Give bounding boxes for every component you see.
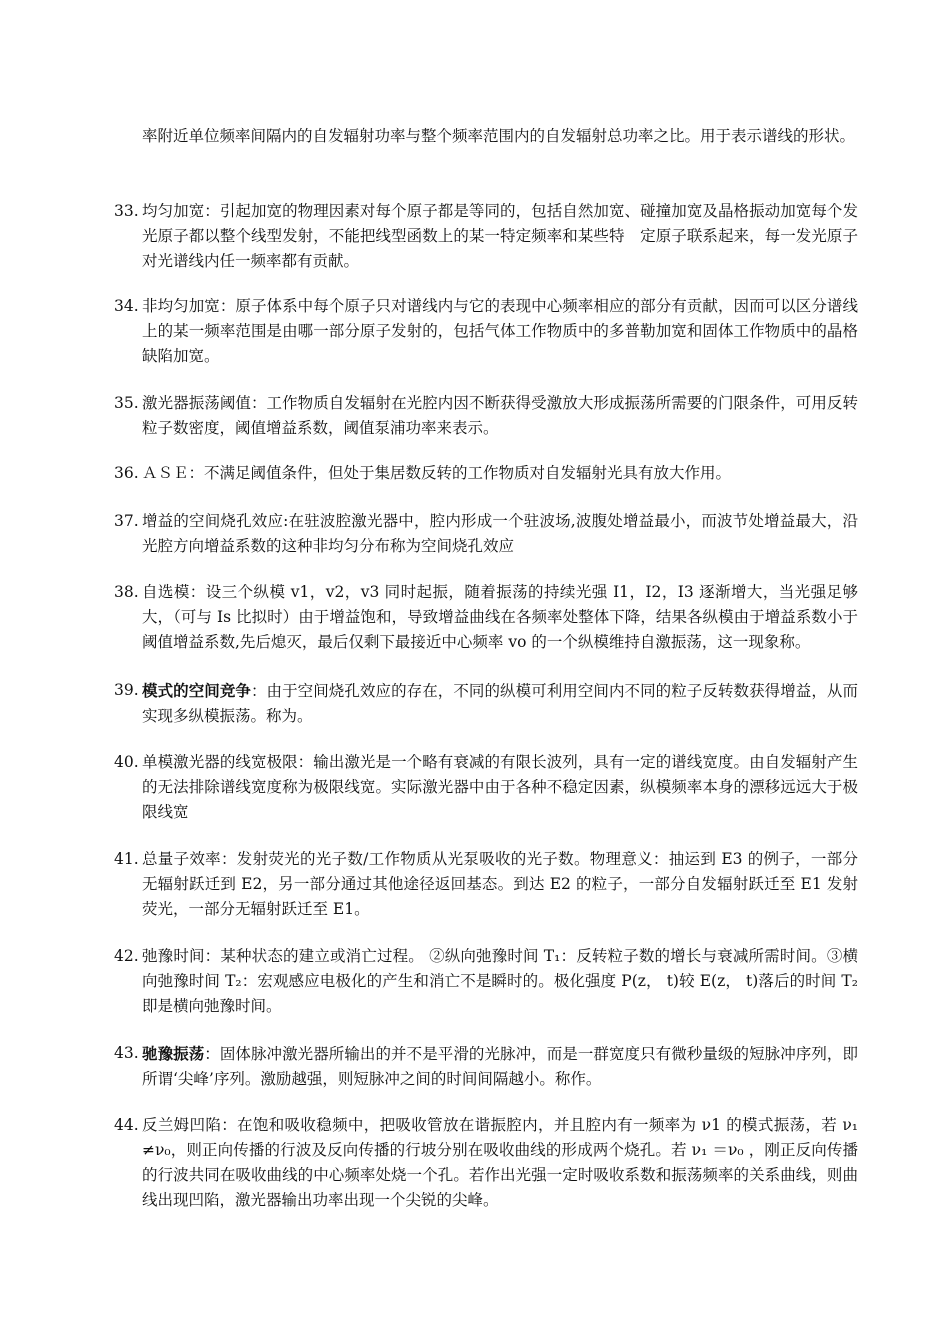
item-number: 38. <box>114 583 139 601</box>
item-text: ：引起加宽的物理因素对每个原子都是等同的，包括自然加宽、碰撞加宽及晶格振动加宽每个发光原子都以整个线型发射，不能把线型函数上的某一特定频率和某些特 定原子联系起来，每一发光原子对光谱线内任一频率都有贡献。 <box>142 202 858 270</box>
list-item <box>114 750 858 825</box>
list-item <box>114 391 858 441</box>
item-text: ：不满足阈值条件，但处于集居数反转的工作物质对自发辐射光具有放大作用。 <box>188 464 732 482</box>
item-number: 36. <box>114 464 139 482</box>
list-item <box>114 509 858 559</box>
item-number: 43. <box>114 1044 139 1062</box>
item-term: 模式的空间竞争 <box>142 681 251 700</box>
list-item <box>114 294 858 369</box>
item-term: 总量子效率 <box>142 850 221 868</box>
item-text: ：某种状态的建立或消亡过程。 ②纵向弛豫时间 T₁：反转粒子数的增长与衰减所需时间。③横向弛豫时间 T₂：宏观感应电极化的产生和消亡不是瞬时的。极化强度 P(z， t)较 E(z， t)落后的时间 T₂即是横向弛豫时间。 <box>142 947 858 1015</box>
item-term: 弛豫时间 <box>142 947 205 965</box>
item-text: ：固体脉冲激光器所输出的并不是平滑的光脉冲，而是一群宽度只有微秒量级的短脉冲序列，即所谓‘尖峰’序列。激励越强，则短脉冲之间的时间间隔越小。称作。 <box>142 1045 858 1088</box>
item-term: 反兰姆凹陷 <box>142 1116 222 1134</box>
item-text: ：由于空间烧孔效应的存在，不同的纵模可利用空间内不同的粒子反转数获得增益，从而实现多纵模振荡。称为。 <box>142 682 858 725</box>
item-text: ：在饱和吸收稳频中，把吸收管放在谐振腔内，并且腔内有一频率为 ν1 的模式振荡，若 ν₁ ≠ν₀，则正向传播的行波及反向传播的行坡分别在吸收曲线的形成两个烧孔。若 ν₁ ＝ν₀ ，刚正反向传播的行波共同在吸收曲线的中心频率处烧一个孔。若作出光强一定时吸收系数和振荡频率的关系曲线，则曲线出现凹陷，激光器输出功率出现一个尖锐的尖峰。 <box>142 1116 858 1209</box>
item-term: 驰豫振荡 <box>142 1044 205 1063</box>
item-term: 非均匀加宽 <box>142 297 220 315</box>
item-number: 35. <box>114 394 139 412</box>
item-text: ：原子体系中每个原子只对谱线内与它的表现中心频率相应的部分有贡献，因而可以区分谱线上的某一频率范围是由哪一部分原子发射的，包括气体工作物质中的多普勒加宽和固体工作物质中的晶格缺陷加宽。 <box>142 297 858 365</box>
item-number: 37. <box>114 512 139 530</box>
list-item <box>114 847 858 922</box>
item-number: 34. <box>114 297 139 315</box>
list-item <box>114 678 858 729</box>
item-text: :在驻波腔激光器中，腔内形成一个驻波场,波腹处增益最小，而波节处增益最大，沿光腔方向增益系数的这种非均匀分布称为空间烧孔效应 <box>142 512 858 555</box>
item-text: ：输出激光是一个略有衰减的有限长波列，具有一定的谱线宽度。由自发辐射产生的无法排除谱线宽度称为极限线宽。实际激光器中由于各种不稳定因素，纵模频率本身的漂移远远大于极限线宽 <box>142 753 858 821</box>
continuation-paragraph: 率附近单位频率间隔内的自发辐射功率与整个频率范围内的自发辐射总功率之比。用于表示谱线的形状。 <box>142 127 856 145</box>
item-text: ：工作物质自发辐射在光腔内因不断获得受激放大形成振荡所需要的门限条件，可用反转粒子数密度，阈值增益系数，阈值泵浦功率来表示。 <box>142 394 858 437</box>
list-item <box>114 1041 858 1092</box>
item-term: 均匀加宽 <box>142 202 205 220</box>
list-item <box>114 580 858 655</box>
list-item <box>114 199 858 274</box>
list-item <box>114 944 858 1019</box>
item-term: 增益的空间烧孔效应 <box>142 512 284 530</box>
item-text: ：设三个纵模 v1，v2，v3 同时起振，随着振荡的持续光强 I1，I2，I3 逐渐增大，当光强足够大，（可与 Is 比拟时）由于增益饱和，导致增益曲线在各频率处整体下降，结果各纵模由于增益系数小于阈值增益系数,先后熄灭，最后仅剩下最接近中心频率 vo 的一个纵模维持自激振荡，这一现象称。 <box>142 583 858 651</box>
list-item <box>114 1113 858 1213</box>
item-number: 39. <box>114 681 139 699</box>
item-number: 40. <box>114 753 139 771</box>
item-number: 42. <box>114 947 139 965</box>
item-term: 单模激光器的线宽极限 <box>142 753 298 771</box>
item-number: 33. <box>114 202 139 220</box>
item-text: ：发射荧光的光子数/工作物质从光泵吸收的光子数。物理意义：抽运到 E3 的例子，一部分无辐射跃迁到 E2，另一部分通过其他途径返回基态。到达 E2 的粒子，一部分自发辐射跃迁至 E1 发射荧光，一部分无辐射跃迁至 E1。 <box>142 850 858 918</box>
item-term: ＡＳＥ <box>142 464 189 482</box>
item-term: 激光器振荡阈值 <box>142 394 251 412</box>
item-number: 41. <box>114 850 139 868</box>
item-term: 自选模 <box>142 583 190 601</box>
list-item <box>114 461 858 486</box>
item-number: 44. <box>114 1116 139 1134</box>
